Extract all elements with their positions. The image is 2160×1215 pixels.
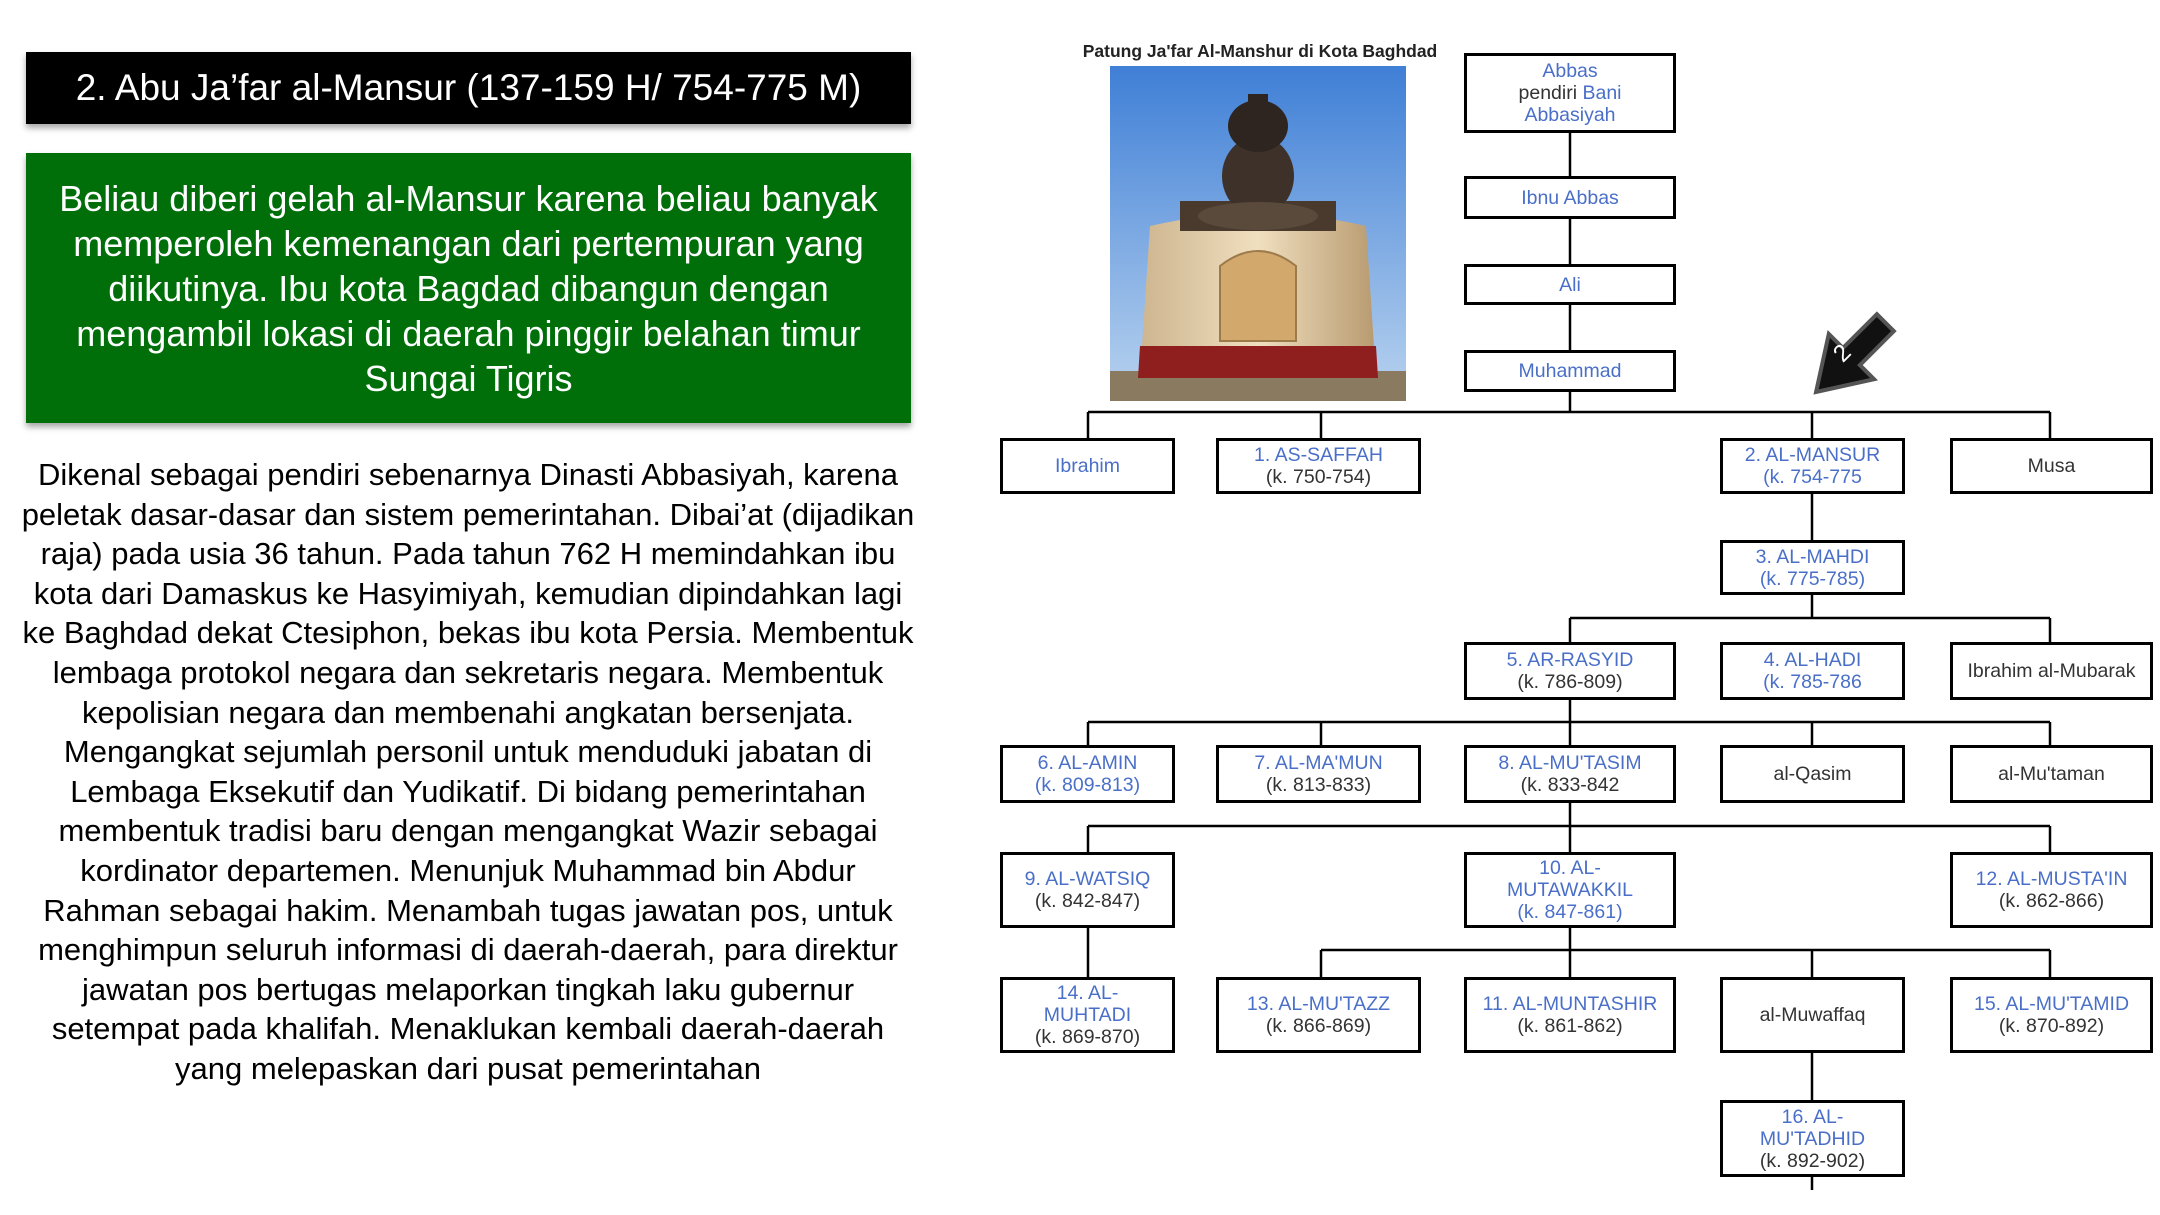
node-al-muwaffaq-label: al-Muwaffaq	[1759, 1004, 1866, 1026]
node-ar-rasyid-years: (k. 786-809)	[1517, 671, 1623, 693]
node-al-mustain	[1950, 852, 2153, 928]
node-al-mamun-name: 7. AL-MA'MUN	[1254, 752, 1383, 774]
node-ali-label: Ali	[1559, 273, 1581, 296]
node-al-mutazz-years: (k. 866-869)	[1265, 1015, 1372, 1037]
node-al-mutadhid-years: (k. 892-902)	[1759, 1149, 1866, 1172]
node-al-mutamid-name: 15. AL-MU'TAMID	[1973, 993, 2130, 1015]
node-al-watsiq-name: 9. AL-WATSIQ	[1024, 868, 1151, 890]
node-al-mutadhid-line1: 16. AL-	[1781, 1105, 1844, 1128]
node-al-mansur	[1720, 438, 1905, 494]
arrow-number: 2	[1828, 339, 1857, 368]
node-al-mutamid-years: (k. 870-892)	[1998, 1015, 2105, 1037]
node-al-mutaman	[1950, 745, 2153, 803]
node-al-mutasim	[1464, 745, 1676, 803]
node-al-muntashir-name: 11. AL-MUNTASHIR	[1482, 993, 1658, 1015]
node-al-mahdi-years: (k. 775-785)	[1759, 567, 1866, 590]
node-abbas-line2a: pendiri	[1518, 82, 1583, 104]
node-ibrahim-mubarak	[1950, 642, 2153, 700]
node-al-mutazz-name: 13. AL-MU'TAZZ	[1246, 993, 1391, 1015]
node-as-saffah-name: 1. AS-SAFFAH	[1254, 444, 1383, 466]
node-muhammad-label: Muhammad	[1518, 360, 1622, 382]
slide-title: 2. Abu Ja’far al-Mansur (137-159 H/ 754-775 M)	[26, 52, 911, 124]
node-al-watsiq-years: (k. 842-847)	[1034, 890, 1141, 912]
node-al-mahdi	[1720, 540, 1905, 595]
node-al-muwaffaq	[1720, 977, 1905, 1053]
node-ar-rasyid-name: 5. AR-RASYID	[1506, 649, 1634, 671]
photo-caption: Patung Ja'far Al-Manshur di Kota Baghdad	[1082, 41, 1438, 61]
node-ibrahim-label: Ibrahim	[1054, 455, 1121, 477]
node-al-mamun	[1216, 745, 1421, 803]
node-as-saffah-years: (k. 750-754)	[1265, 466, 1372, 488]
node-al-mansur-years: (k. 754-775	[1763, 466, 1862, 488]
node-al-muhtadi	[1000, 977, 1175, 1053]
node-ibnu-abbas-label: Ibnu Abbas	[1521, 186, 1619, 209]
node-abbas	[1464, 53, 1676, 133]
node-abbas-line3: Abbasiyah	[1524, 104, 1616, 126]
node-al-mutaman-label: al-Mu'taman	[1998, 763, 2105, 785]
node-al-qasim-label: al-Qasim	[1773, 763, 1852, 785]
node-musa	[1950, 438, 2153, 494]
node-al-muhtadi-line1: 14. AL-	[1056, 982, 1119, 1004]
node-al-muntashir	[1464, 977, 1676, 1053]
node-al-amin	[1000, 745, 1175, 803]
node-al-mustain-years: (k. 862-866)	[1998, 890, 2105, 912]
node-abbas-line2	[1519, 82, 1622, 104]
node-al-mutasim-years: (k. 833-842	[1520, 774, 1620, 796]
node-al-watsiq	[1000, 852, 1175, 928]
node-al-mutawakkil-line1: 10. AL-	[1539, 857, 1601, 879]
node-al-hadi-years: (k. 785-786	[1763, 671, 1862, 693]
node-al-muhtadi-line2: MUHTADI	[1043, 1004, 1132, 1026]
node-al-mutadhid-line2: MU'TADHID	[1759, 1127, 1866, 1150]
node-al-mansur-name: 2. AL-MANSUR	[1744, 444, 1881, 466]
node-abbas-line2b: Bani	[1582, 82, 1622, 104]
node-al-qasim	[1720, 745, 1905, 803]
node-al-hadi	[1720, 642, 1905, 700]
node-al-mutawakkil-years: (k. 847-861)	[1517, 901, 1623, 923]
node-al-muhtadi-years: (k. 869-870)	[1034, 1026, 1141, 1048]
highlight-text: Beliau diberi gelah al-Mansur karena beliau banyak memperoleh kemenangan dari pertempuran yang diikutinya. Ibu kota Bagdad dibangun dengan mengambil lokasi di daerah pinggir belahan timur Sungai Tigris	[59, 177, 878, 399]
body-paragraph: Dikenal sebagai pendiri sebenarnya Dinasti Abbasiyah, karena peletak dasar-dasar dan sistem pemerintahan. Dibai’at (dijadikan raja) pada usia 36 tahun. Pada tahun 762 H memindahkan ibu kota dari Damaskus ke Hasyimiyah, kemudian dipindahkan lagi ke Baghdad dekat Ctesiphon, bekas ibu kota Persia. Membentuk lembaga protokol negara dan sekretaris negara. Membentuk kepolisian negara dan membenahi angkatan bersenjata. Mengangkat sejumlah personil untuk menduduki jabatan di Lembaga Eksekutif dan Yudikatif. Di bidang pemerintahan membentuk tradisi baru dengan mengangkat Wazir sebagai kordinator departemen. Menunjuk Muhammad bin Abdur Rahman sebagai hakim. Menambah tugas jawatan pos, untuk menghimpun seluruh informasi di daerah-daerah, para direktur jawatan pos bertugas melaporkan tingkah laku gubernur setempat pada khalifah. Menaklukan kembali daerah-daerah yang melepaskan dari pusat pemerintahan	[21, 457, 915, 1086]
node-al-mutazz	[1216, 977, 1421, 1053]
node-al-mutawakkil-line2: MUTAWAKKIL	[1506, 879, 1634, 901]
node-al-mutawakkil	[1464, 852, 1676, 928]
node-al-amin-name: 6. AL-AMIN	[1037, 752, 1138, 774]
node-abbas-line1: Abbas	[1542, 60, 1598, 82]
node-al-mahdi-name: 3. AL-MAHDI	[1755, 545, 1870, 568]
node-al-amin-years: (k. 809-813)	[1034, 774, 1141, 796]
node-al-hadi-name: 4. AL-HADI	[1763, 649, 1862, 671]
node-muhammad	[1464, 350, 1676, 392]
node-al-mutadhid	[1720, 1100, 1905, 1177]
node-al-mamun-years: (k. 813-833)	[1265, 774, 1372, 796]
node-al-muntashir-years: (k. 861-862)	[1517, 1015, 1623, 1037]
node-ibnu-abbas	[1464, 176, 1676, 219]
node-musa-label: Musa	[2027, 455, 2076, 477]
node-ibrahim	[1000, 438, 1175, 494]
arrow-pointer-icon	[1800, 308, 1900, 408]
node-al-mustain-name: 12. AL-MUSTA'IN	[1975, 868, 2128, 890]
node-al-mutamid	[1950, 977, 2153, 1053]
node-as-saffah	[1216, 438, 1421, 494]
node-al-mutasim-name: 8. AL-MU'TASIM	[1498, 752, 1642, 774]
node-ar-rasyid	[1464, 642, 1676, 700]
node-ali	[1464, 264, 1676, 305]
node-ibrahim-mubarak-label: Ibrahim al-Mubarak	[1967, 660, 2136, 682]
